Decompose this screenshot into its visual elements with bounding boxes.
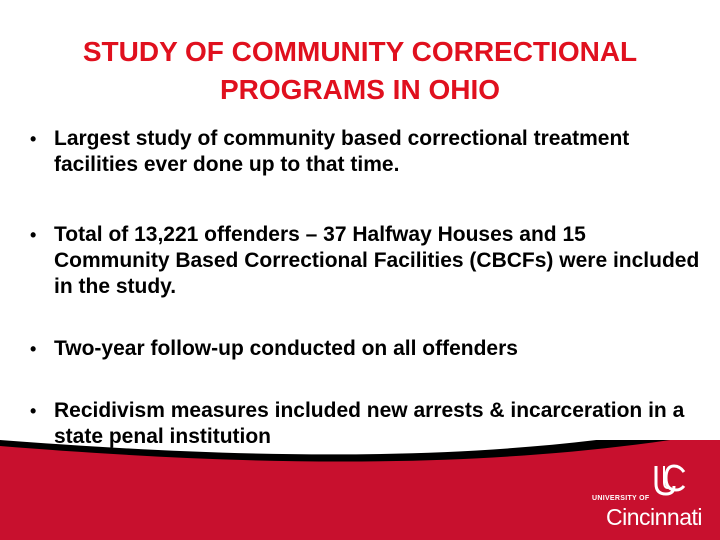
- bullet-text: Largest study of community based correctional treatment facilities ever done up to that time.: [54, 127, 630, 176]
- bullet-dot: •: [30, 129, 37, 149]
- bullet-dot: •: [30, 339, 37, 359]
- slide-title: STUDY OF COMMUNITY CORRECTIONAL PROGRAMS IN OHIO: [82, 36, 638, 105]
- bullet-text: Recidivism measures included new arrests & incarceration in a state penal institution: [54, 399, 685, 448]
- uc-monogram-icon: [650, 462, 688, 500]
- bullet-item: [30, 336, 518, 362]
- bullet-text: Two-year follow-up conducted on all offenders: [54, 337, 518, 360]
- logo-university-of: UNIVERSITY OF: [592, 495, 650, 502]
- logo-cincinnati: Cincinnati: [606, 504, 702, 530]
- bullet-item: [30, 126, 700, 178]
- bullet-text: Total of 13,221 offenders – 37 Halfway Houses and 15 Community Based Correctional Facilities (CBCFs) were included in the study.: [54, 223, 700, 298]
- university-logo: [592, 462, 714, 532]
- bullet-dot: •: [30, 401, 37, 421]
- bullet-dot: •: [30, 225, 37, 245]
- bullet-item: [30, 222, 700, 300]
